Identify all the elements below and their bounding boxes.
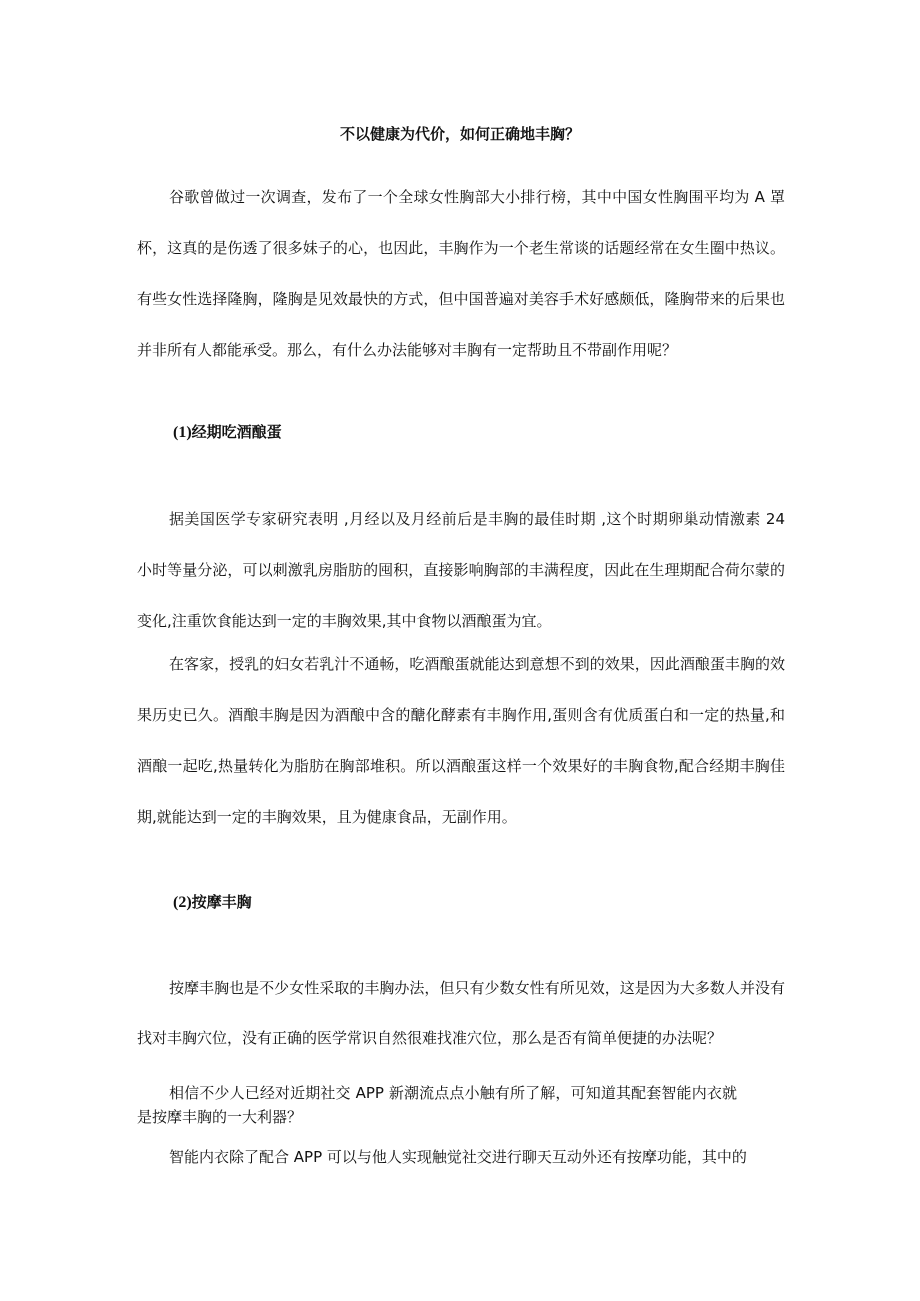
intro-paragraph: 谷歌曾做过一次调查，发布了一个全球女性胸部大小排行榜，其中中国女性胸围平均为 A 罩杯，这真的是伤透了很多妹子的心，也因此，丰胸作为一个老生常谈的话题经常在女生圈中热议。有些女性选择隆胸，隆胸是见效最快的方式，但中国普遍对美容手术好感颇低，隆胸带来的后果也并非所有人都能承受。那么，有什么办法能够对丰胸有一定帮助且不带副作用呢？ (137, 188, 785, 359)
document-title: 不以健康为代价，如何正确地丰胸？ (339, 125, 580, 143)
section-heading-text: 按摩丰胸 (191, 893, 252, 911)
body-paragraph: 据美国医学专家研究表明 ,月经以及月经前后是丰胸的最佳时期 ,这个时期卵巢动情激素 24 小时等量分泌，可以刺激乳房脂肪的囤积，直接影响胸部的丰满程度，因此在生理期配合荷尔蒙的变化,注重饮食能达到一定的丰胸效果,其中食物以酒酿蛋为宜。 (137, 510, 785, 630)
section-number: (2) (173, 894, 192, 911)
section-heading-1 (173, 421, 282, 444)
section-heading-2 (173, 891, 252, 914)
body-paragraph: 智能内衣除了配合 APP 可以与他人实现触觉社交进行聊天互动外还有按摩功能，其中的 (169, 1148, 747, 1166)
section-number: (1) (173, 424, 192, 441)
body-paragraph: 在客家，授乳的妇女若乳汁不通畅，吃酒酿蛋就能达到意想不到的效果，因此酒酿蛋丰胸的效果历史已久。酒酿丰胸是因为酒酿中含的醣化酵素有丰胸作用,蛋则含有优质蛋白和一定的热量,和酒酿一起吃,热量转化为脂肪在胸部堆积。所以酒酿蛋这样一个效果好的丰胸食物,配合经期丰胸佳期,就能达到一定的丰胸效果，且为健康食品，无副作用。 (137, 655, 785, 826)
body-paragraph: 按摩丰胸也是不少女性采取的丰胸办法，但只有少数女性有所见效，这是因为大多数人并没有找对丰胸穴位，没有正确的医学常识自然很难找准穴位，那么是否有简单便捷的办法呢？ (137, 979, 785, 1047)
section-heading-text: 经期吃酒酿蛋 (191, 423, 282, 441)
body-paragraph: 相信不少人已经对近期社交 APP 新潮流点点小触有所了解，可知道其配套智能内衣就是按摩丰胸的一大利器？ (137, 1084, 737, 1126)
